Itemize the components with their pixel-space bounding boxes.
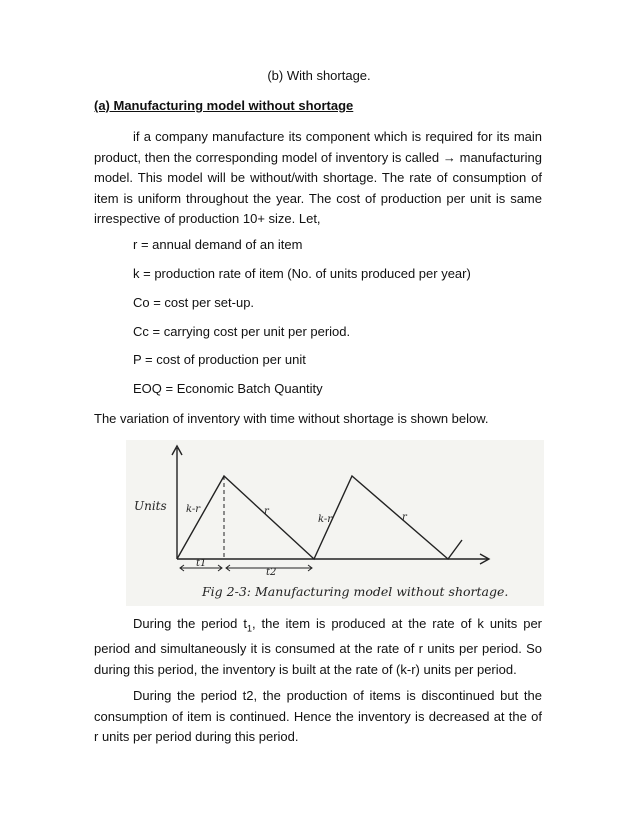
definition-k: k = production rate of item (No. of units produced per year) (133, 266, 471, 281)
paragraph-t1 (94, 614, 542, 680)
figure-intro: The variation of inventory with time without shortage is shown below. (94, 411, 489, 426)
slope-down-label-1: r (264, 506, 269, 517)
inventory-diagram (126, 440, 544, 606)
y-axis-label: Units (134, 499, 167, 513)
figure-caption: Fig 2-3: Manufacturing model without shortage. (202, 584, 509, 599)
paragraph-t1-rest: , the item is produced at the rate of k units per period and simultaneously it is consumed at the rate of r units per period. So during this period, the inventory is built at the rate of (k-r) units per period. (94, 616, 543, 677)
definition-eoq: EOQ = Economic Batch Quantity (133, 381, 323, 396)
t2-label: t2 (266, 567, 277, 578)
slope-down-label-2: r (402, 512, 407, 523)
paragraph-t1-subscript: 1 (246, 623, 252, 634)
case-b-heading: (b) With shortage. (267, 68, 371, 83)
t1-label: t1 (196, 558, 207, 569)
definition-cc: Cc = carrying cost per unit per period. (133, 324, 351, 339)
slope-up-label-1: k-r (186, 504, 201, 515)
paragraph-t1-text (94, 614, 542, 680)
paragraph-t2 (94, 686, 542, 748)
definition-p: P = cost of production per unit (133, 352, 306, 367)
definition-co: Co = cost per set-up. (133, 295, 255, 310)
intro-text: if a company manufacture its component which is required for its main product, then the corresponding model of inventory is called → manufacturing model. This model will be without/with shortage. The rate of consumption of item is uniform throughout the year. The cost of production per unit is same irrespective of production 10+ size. Let, (94, 129, 542, 226)
inventory-figure (126, 440, 544, 606)
paragraph-t2-text: During the period t2, the production of items is discontinued but the consumption of item is continued. Hence the inventory is decreased at the of r units per period during this period. (94, 688, 542, 744)
slope-up-label-2: k-r (318, 514, 333, 525)
intro-paragraph (94, 127, 542, 230)
section-heading: (a) Manufacturing model without shortage (94, 98, 354, 113)
definition-r: r = annual demand of an item (133, 237, 303, 252)
paragraph-t1-start: During the period t (133, 616, 247, 631)
